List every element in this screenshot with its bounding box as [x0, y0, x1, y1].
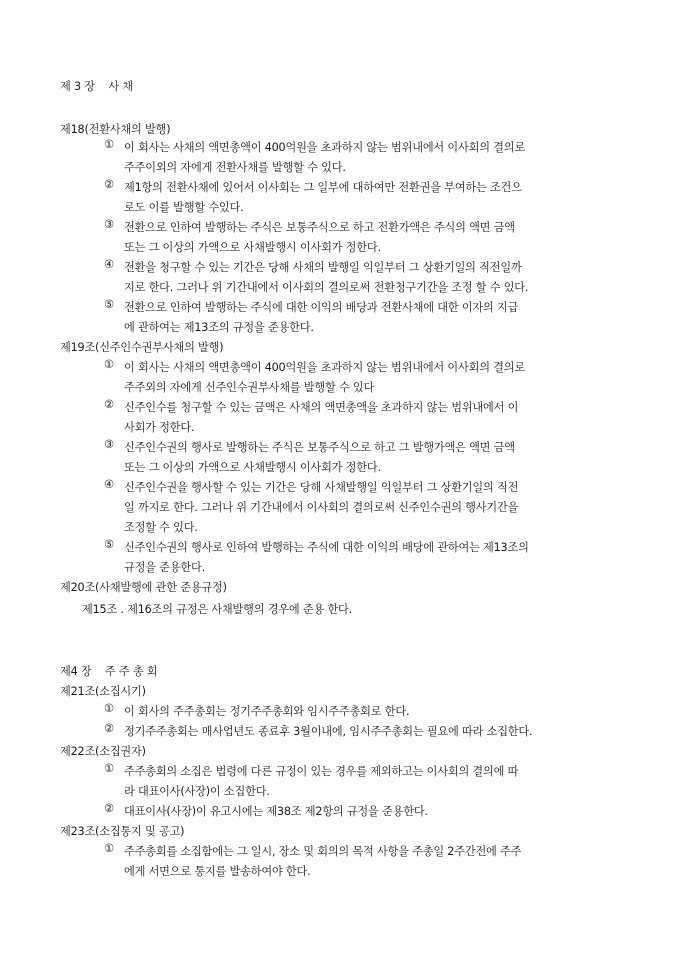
- article-22-item-2: [104, 802, 624, 822]
- item-text: 라 대표이사(사장)이 소집한다.: [124, 785, 270, 798]
- item-number: ④: [104, 258, 114, 271]
- item-text: 규정을 준용한다.: [124, 561, 205, 574]
- article-18-item-1: [104, 138, 624, 178]
- item-text: 신주인수권을 행사할 수 있는 기간은 당해 사채발행일 익일부터 그 상환기일의 직전: [124, 481, 519, 494]
- article-22-heading: 제22조(소집권자): [60, 745, 146, 758]
- item-text: 이 회사는 사채의 액면총액이 400억원을 초과하지 않는 범위내에서 이사회의 결의로: [124, 361, 525, 374]
- item-text: 에 관하여는 제13조의 규정을 준용한다.: [124, 321, 314, 334]
- article-20-heading: 제20조(사채발행에 관한 준용규정): [60, 581, 227, 594]
- item-number: ②: [104, 178, 114, 191]
- item-text: 일 까지로 한다. 그러나 위 기간내에서 이사회의 결의로써 신주인수권의 행사기간을: [124, 501, 519, 514]
- item-text: 또는 그 이상의 가액으로 사채발행시 이사회가 정한다.: [124, 461, 381, 474]
- item-text: 로도 이를 발행할 수있다.: [124, 201, 244, 214]
- item-text: 에게 서면으로 통지를 발송하여야 한다.: [124, 865, 311, 878]
- item-text: 전환으로 인하여 발행하는 주식에 대한 이익의 배당과 전환사채에 대한 이자의 지급: [124, 301, 519, 314]
- article-22-item-1: [104, 762, 624, 802]
- article-19-item-3: [104, 438, 624, 478]
- item-number: ②: [104, 722, 114, 735]
- chapter-4-title: 제4 장 주 주 총 회: [60, 665, 158, 678]
- article-21-item-2: [104, 722, 624, 742]
- article-19-item-4: [104, 478, 624, 538]
- article-18-item-3: [104, 218, 624, 258]
- item-text: 주주이외의 자에게 전환사채를 발행할 수 있다.: [124, 161, 346, 174]
- item-text: 정기주주총회는 매사업년도 종료후 3월이내에, 임시주주총회는 필요에 따라 소집한다.: [124, 725, 533, 738]
- article-19-item-2: [104, 398, 624, 438]
- item-text: 신주인수권의 행사로 인하여 발행하는 주식에 대한 이익의 배당에 관하여는 제13조의: [124, 541, 529, 554]
- item-text: 이 회사는 사채의 액면총액이 400억원을 초과하지 않는 범위내에서 이사회의 결의로: [124, 141, 525, 154]
- article-18-item-2: [104, 178, 624, 218]
- item-number: ⑤: [104, 538, 114, 551]
- item-text: 주주총회를 소집함에는 그 일시, 장소 및 회의의 목적 사항을 주총일 2주간전에 주주: [124, 845, 522, 858]
- item-text: 전환으로 인하여 발행하는 주식은 보통주식으로 하고 전환가액은 주식의 액면 금액: [124, 221, 515, 234]
- item-text: 또는 그 이상의 가액으로 사채발행시 이사회가 정한다.: [124, 241, 381, 254]
- chapter-3-title: 제 3 장 사 채: [60, 80, 133, 93]
- article-19-item-5: [104, 538, 624, 578]
- article-23-item-1: [104, 842, 624, 882]
- item-text: 주주총회의 소집은 법령에 다른 규정이 있는 경우를 제외하고는 이사회의 결의에 따: [124, 765, 519, 778]
- article-21-heading: 제21조(소집시기): [60, 685, 146, 698]
- item-text: 조정할 수 있다.: [124, 521, 198, 534]
- item-number: ②: [104, 802, 114, 815]
- item-text: 대표이사(사장)이 유고시에는 제38조 제2항의 규정을 준용한다.: [124, 805, 428, 818]
- item-text: 지로 한다. 그러나 위 기간내에서 이사회의 결의로써 전환청구기간을 조정 할 수 있다.: [124, 281, 529, 294]
- article-18-item-5: [104, 298, 624, 338]
- item-number: ①: [104, 358, 114, 371]
- article-20-text: 제15조 . 제16조의 규정은 사채발행의 경우에 준용 한다.: [82, 603, 353, 616]
- item-text: 이 회사의 주주총회는 정기주주총회와 임시주주총회로 한다.: [124, 705, 410, 718]
- item-text: 주주외의 자에게 신주인수권부사채를 발행할 수 있다: [124, 381, 375, 394]
- item-number: ②: [104, 398, 114, 411]
- article-21-item-1: [104, 702, 624, 722]
- item-number: ④: [104, 478, 114, 491]
- item-number: ①: [104, 702, 114, 715]
- item-number: ①: [104, 138, 114, 151]
- item-text: 전환을 청구할 수 있는 기간은 당해 사채의 발행일 익일부터 그 상환기일의 직전일까: [124, 261, 522, 274]
- article-23-heading: 제23조(소집통지 및 공고): [60, 825, 185, 838]
- article-19-item-1: [104, 358, 624, 398]
- item-number: ①: [104, 762, 114, 775]
- article-19-heading: 제19조(신주인수권부사채의 발행): [60, 341, 224, 354]
- item-text: 제1항의 전환사채에 있어서 이사회는 그 일부에 대하여만 전환권을 부여하는 조건으: [124, 181, 522, 194]
- item-number: ③: [104, 438, 114, 451]
- item-number: ①: [104, 842, 114, 855]
- item-text: 사회가 정한다.: [124, 421, 195, 434]
- article-18-item-4: [104, 258, 624, 298]
- item-number: ③: [104, 218, 114, 231]
- article-18-heading: 제18(전환사채의 발행): [60, 123, 171, 136]
- item-number: ⑤: [104, 298, 114, 311]
- item-text: 신주인수권의 행사로 발행하는 주식은 보통주식으로 하고 그 발행가액은 액면 금액: [124, 441, 515, 454]
- item-text: 신주인수를 청구할 수 있는 금액은 사채의 액면총액을 초과하지 않는 범위내에서 이: [124, 401, 519, 414]
